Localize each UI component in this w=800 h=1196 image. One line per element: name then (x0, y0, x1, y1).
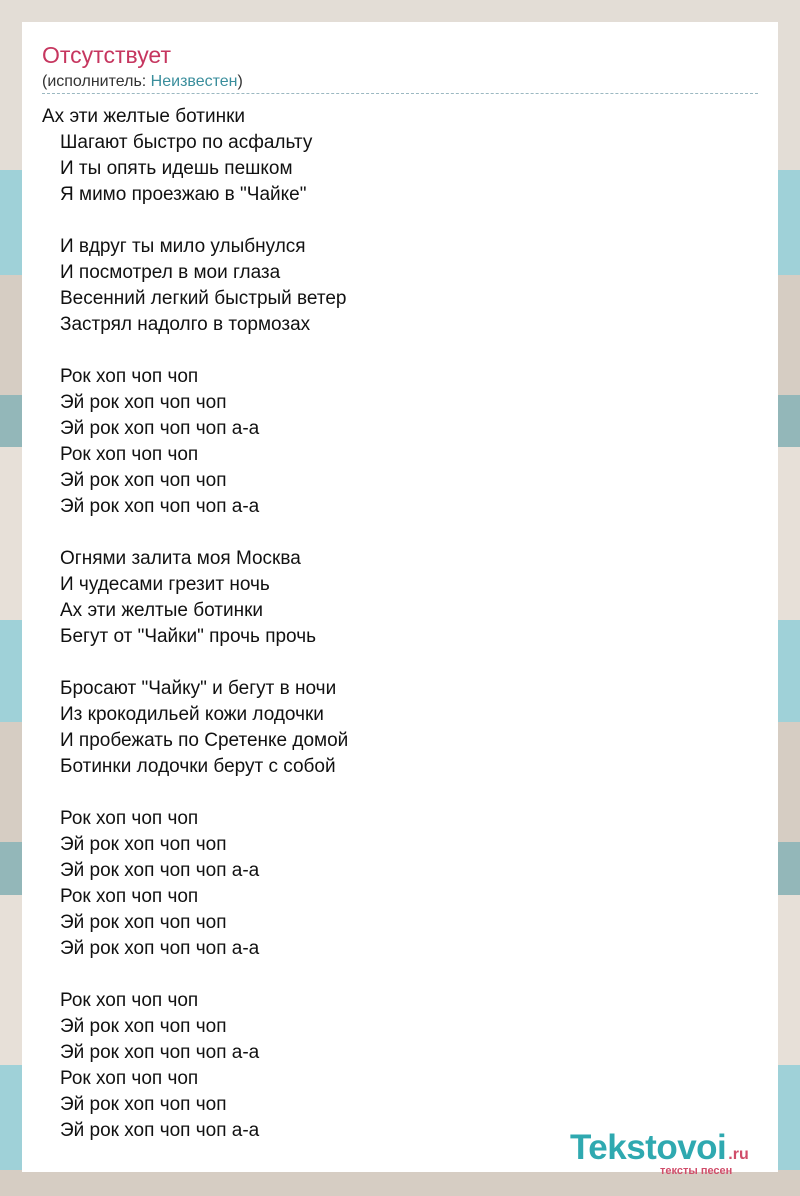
lyrics-text (42, 104, 758, 1144)
performer-suffix: ) (237, 73, 243, 90)
lyric-blank-line (42, 962, 758, 988)
lyric-line: Ботинки лодочки берут с собой (60, 756, 336, 777)
lyric-line: Эй рок хоп чоп чоп а-а (60, 1120, 260, 1141)
lyric-line: Эй рок хоп чоп чоп а-а (60, 938, 260, 959)
logo-domain: .ru (728, 1146, 749, 1163)
lyric-line: И ты опять идешь пешком (60, 158, 293, 179)
lyric-line: Эй рок хоп чоп чоп а-а (60, 496, 260, 517)
lyric-line: Эй рок хоп чоп чоп (60, 912, 227, 933)
lyric-blank-line (42, 208, 758, 234)
lyric-line: И пробежать по Сретенке домой (60, 730, 349, 751)
lyric-line: Весенний легкий быстрый ветер (60, 288, 347, 309)
lyric-blank-line (42, 780, 758, 806)
lyric-line: Ах эти желтые ботинки (60, 600, 264, 621)
lyric-line: Рок хоп чоп чоп (60, 1068, 199, 1089)
lyric-line: Рок хоп чоп чоп (60, 444, 199, 465)
song-title: Отсутствует (42, 42, 171, 68)
lyric-line: Рок хоп чоп чоп (60, 366, 199, 387)
lyric-line: Эй рок хоп чоп чоп (60, 834, 227, 855)
lyric-line: Застрял надолго в тормозах (60, 314, 311, 335)
logo-tagline: тексты песен (660, 1165, 733, 1177)
lyric-line: И чудесами грезит ночь (60, 574, 270, 595)
lyric-line: Эй рок хоп чоп чоп (60, 392, 227, 413)
lyric-line: Рок хоп чоп чоп (60, 886, 199, 907)
lyric-line: Ах эти желтые ботинки (42, 106, 246, 127)
lyric-line: И вдруг ты мило улыбнулся (60, 236, 306, 257)
lyric-line: Бегут от "Чайки" прочь прочь (60, 626, 316, 647)
lyric-line: Бросают "Чайку" и бегут в ночи (60, 678, 337, 699)
lyric-line: Эй рок хоп чоп чоп а-а (60, 860, 260, 881)
site-logo[interactable] (570, 1128, 780, 1177)
lyric-blank-line (42, 520, 758, 546)
performer-prefix: (исполнитель: (42, 73, 151, 90)
performer-link[interactable]: Неизвестен (150, 73, 238, 90)
lyric-line: Эй рок хоп чоп чоп а-а (60, 1042, 260, 1063)
lyric-line: Рок хоп чоп чоп (60, 808, 199, 829)
performer-line (42, 73, 243, 91)
lyric-line: Из крокодильей кожи лодочки (60, 704, 324, 725)
lyric-line: И посмотрел в мои глаза (60, 262, 281, 283)
lyrics-card (22, 22, 778, 1177)
title-divider (42, 93, 758, 94)
lyric-blank-line (42, 338, 758, 364)
lyric-line: Эй рок хоп чоп чоп а-а (60, 418, 260, 439)
lyric-line: Шагают быстро по асфальту (60, 132, 313, 153)
lyric-line: Рок хоп чоп чоп (60, 990, 199, 1011)
lyric-line: Огнями залита моя Москва (60, 548, 301, 569)
lyric-blank-line (42, 650, 758, 676)
lyric-line: Эй рок хоп чоп чоп (60, 470, 227, 491)
lyric-line: Я мимо проезжаю в "Чайке" (60, 184, 307, 205)
logo-wordmark: Tekstovoi (570, 1128, 727, 1167)
lyric-line: Эй рок хоп чоп чоп (60, 1094, 227, 1115)
lyric-line: Эй рок хоп чоп чоп (60, 1016, 227, 1037)
